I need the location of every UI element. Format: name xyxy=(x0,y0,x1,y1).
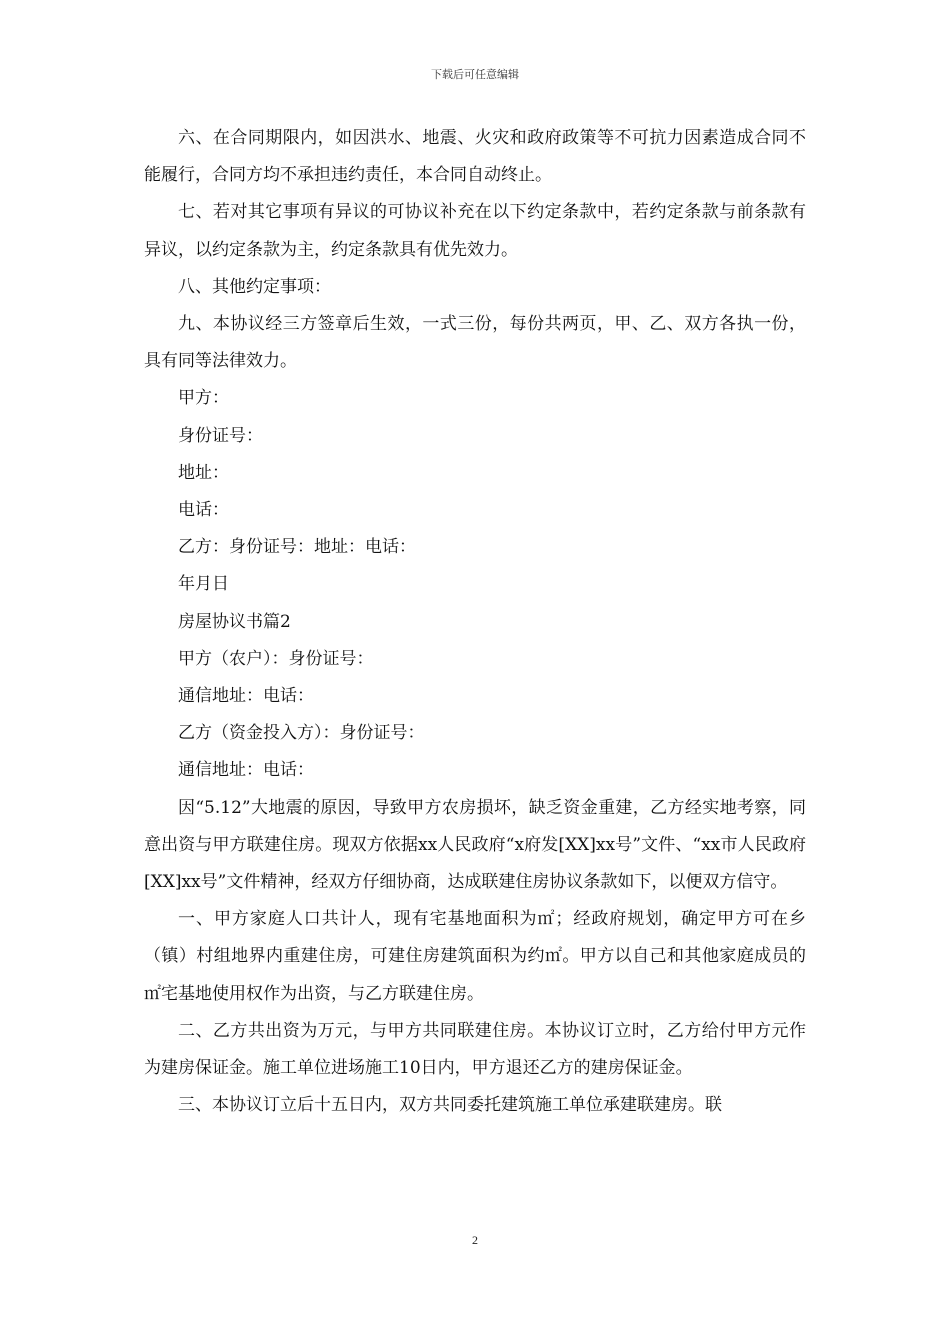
party-b-contact-line: 通信地址：电话： xyxy=(178,760,314,781)
party-a-label: 甲方： xyxy=(178,388,229,409)
id-number-label: 身份证号： xyxy=(178,425,263,446)
article-2: 二、乙方共出资为万元，与甲方共同联建住房。本协议订立时，乙方给付甲方元作为建房保证金。施工单位进场施工10日内，甲方退还乙方的建房保证金。 xyxy=(144,1020,806,1079)
document-body xyxy=(144,120,806,1124)
article-1: 一、甲方家庭人口共计人，现有宅基地面积为㎡；经政府规划，确定甲方可在乡（镇）村组地界内重建住房，可建住房建筑面积为约㎡。甲方以自己和其他家庭成员的㎡宅基地使用权作为出资，与乙方联建住房。 xyxy=(144,909,806,1004)
date-line: 年月日 xyxy=(178,574,229,595)
article-3: 三、本协议订立后十五日内，双方共同委托建筑施工单位承建联建房。联 xyxy=(178,1095,722,1116)
clause-8: 八、其他约定事项： xyxy=(178,276,331,297)
party-b-line: 乙方：身份证号：地址：电话： xyxy=(178,537,416,558)
party-b-investor-line: 乙方（资金投入方）：身份证号： xyxy=(178,723,425,744)
preamble-paragraph: 因“5.12”大地震的原因，导致甲方农房损坏，缺乏资金重建，乙方经实地考察，同意出资与甲方联建住房。现双方依据xx人民政府“x府发[XX]xx号”文件、“xx市人民政府[XX]xx号”文件精神，经双方仔细协商，达成联建住房协议条款如下，以便双方信守。 xyxy=(144,797,806,893)
address-label: 地址： xyxy=(178,462,229,483)
phone-label: 电话： xyxy=(178,500,229,521)
party-a-contact-line: 通信地址：电话： xyxy=(178,686,314,707)
page-header: 下载后可任意编辑 xyxy=(431,68,519,81)
clause-6: 六、在合同期限内，如因洪水、地震、火灾和政府政策等不可抗力因素造成合同不能履行，合同方均不承担违约责任，本合同自动终止。 xyxy=(144,128,806,186)
clause-7: 七、若对其它事项有异议的可协议补充在以下约定条款中，若约定条款与前条款有异议，以约定条款为主，约定条款具有优先效力。 xyxy=(144,202,806,260)
party-a-farmer-line: 甲方（农户）：身份证号： xyxy=(178,648,374,669)
page-number: 2 xyxy=(472,1233,478,1247)
clause-9: 九、本协议经三方签章后生效，一式三份，每份共两页，甲、乙、双方各执一份，具有同等法律效力。 xyxy=(144,314,806,372)
section-title: 房屋协议书篇2 xyxy=(178,611,291,632)
